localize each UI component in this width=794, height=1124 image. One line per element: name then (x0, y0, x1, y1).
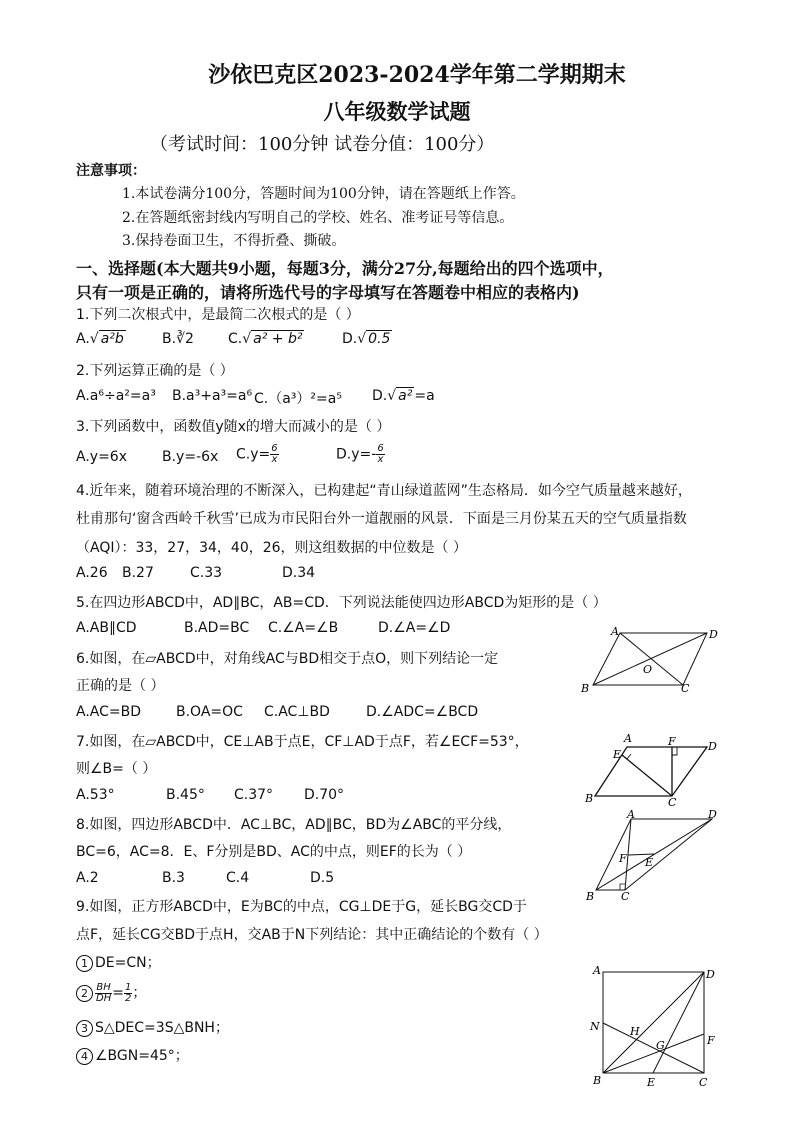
q1-option-d: D.√ 0.5 (342, 331, 391, 347)
figure-q9-square (585, 962, 725, 1092)
q5-option-b: B.AD=BC (184, 620, 250, 636)
label-f: F (619, 852, 627, 865)
circled-number: 4 (76, 1048, 93, 1065)
note-item: 1.本试卷满分100分，答题时间为100分钟，请在答题纸上作答。 (122, 186, 525, 202)
circled-number: 3 (76, 1020, 93, 1037)
note-item: 2.在答题纸密封线内写明自己的学校、姓名、准考证号等信息。 (122, 210, 514, 226)
q6-option-c: C.AC⊥BD (264, 704, 330, 720)
q1-option-a: A.√ a²b (76, 331, 124, 347)
q8-option-a: A.2 (76, 870, 99, 886)
q4-line2: 杜甫那句‘窗含西岭千秋雪’已成为市民阳台外一道靓丽的风景．下面是三月份某五天的空气质量指数 (76, 511, 687, 527)
q6-option-d: D.∠ADC=∠BCD (366, 704, 479, 720)
q7-line2: 则∠B=（ ） (76, 761, 157, 777)
q5-stem: 5.在四边形ABCD中，AD∥BC，AB=CD．下列说法能使四边形ABCD为矩形的是（ ） (76, 595, 607, 611)
q2-option-c: C.（a³）²=a⁵ (254, 391, 342, 407)
q8-option-d: D.5 (310, 870, 335, 886)
label-c: C (621, 890, 630, 903)
figure-q7-parallelogram (580, 730, 720, 808)
q7-option-b: B.45° (166, 787, 205, 803)
q2-option-a: A.a⁶÷a²=a³ (76, 388, 156, 404)
notes-heading: 注意事项： (76, 163, 146, 179)
label-f: F (668, 735, 676, 748)
label-g: G (656, 1039, 665, 1052)
label-a: A (624, 732, 632, 745)
label-f: F (707, 1034, 715, 1047)
label-b: B (585, 792, 594, 805)
label-e: E (613, 748, 622, 761)
q5-option-c: C.∠A=∠B (268, 620, 339, 636)
q1-stem: 1.下列二次根式中，是最简二次根式的是（ ） (76, 307, 360, 323)
q9-statement-1: 1 DE=CN； (76, 952, 161, 972)
q8-option-c: C.4 (226, 870, 250, 886)
label-n: N (590, 1020, 600, 1033)
label-c: C (668, 796, 677, 808)
circled-number: 2 (76, 985, 93, 1002)
label-d: D (708, 740, 717, 753)
q4-option-a: A.26 (76, 565, 108, 581)
q9-line1: 9.如图，正方形ABCD中，E为BC的中点，CG⊥DE于G，延长BG交CD于 (76, 899, 527, 915)
q4-line3: （AQI）：33，27，34，40，26，则这组数据的中位数是（ ） (76, 540, 468, 556)
q9-statement-4: 4 ∠BGN=45°； (76, 1045, 189, 1065)
figure-q8-quadrilateral (578, 810, 723, 905)
label-a: A (627, 810, 635, 821)
label-d: D (709, 628, 718, 641)
section1-line2: 只有一项是正确的，请将所选代号的字母填写在答题卷中相应的表格内) (76, 283, 580, 302)
q7-option-a: A.53° (76, 787, 115, 803)
q4-option-b: B.27 (122, 565, 154, 581)
label-b: B (581, 682, 590, 695)
q5-option-d: D.∠A=∠D (378, 620, 451, 636)
label-e: E (647, 1076, 656, 1089)
q3-option-b: B.y=-6x (162, 449, 219, 465)
q7-option-c: C.37° (234, 787, 274, 803)
q4-option-d: D.34 (282, 565, 316, 581)
label-c: C (699, 1076, 708, 1089)
q3-option-c: C.y= $\frac{6}{x}$ (236, 443, 278, 465)
label-b: B (586, 890, 595, 903)
label-e: E (645, 856, 654, 869)
label-d: D (708, 810, 717, 821)
q8-line2: BC=6，AC=8．E、F分别是BD、AC的中点，则EF的长为（ ） (76, 844, 472, 860)
q3-option-d: D.y=- $\frac{6}{x}$ (336, 443, 384, 465)
label-d: D (706, 968, 715, 981)
q5-option-a: A.AB∥CD (76, 620, 137, 636)
note-item: 3.保持卷面卫生，不得折叠、撕破。 (122, 233, 346, 249)
label-b: B (593, 1074, 602, 1087)
section1-line1: 一、选择题(本大题共9小题，每题3分，满分27分,每题给出的四个选项中， (76, 259, 614, 278)
q4-option-c: C.33 (190, 565, 223, 581)
q4-line1: 4.近年来，随着环境治理的不断深入，已构建起“青山绿道蓝网”生态格局．如今空气质量越来越好， (76, 483, 692, 499)
q7-line1: 7.如图，在▱ABCD中，CE⊥AB于点E，CF⊥AD于点F，若∠ECF=53°， (76, 734, 529, 750)
circled-number: 1 (76, 955, 93, 972)
q8-line1: 8.如图，四边形ABCD中．AC⊥BC，AD∥BC，BD为∠ABC的平分线， (76, 817, 512, 833)
q3-stem: 3.下列函数中，函数值y随x的增大而减小的是（ ） (76, 419, 391, 435)
q3-option-a: A.y=6x (76, 449, 127, 465)
exam-info: （考试时间：100分钟 试卷分值：100分） (150, 134, 495, 155)
q9-statement-2: 2 $\frac{BH}{DH}$ = $\frac{1}{2}$ ； (76, 982, 146, 1004)
q7-option-d: D.70° (304, 787, 345, 803)
q6-option-b: B.OA=OC (176, 704, 243, 720)
label-c: C (681, 682, 690, 695)
q2-stem: 2.下列运算正确的是（ ） (76, 363, 234, 379)
label-a: A (611, 625, 619, 638)
figure-q6-parallelogram (575, 625, 725, 697)
label-h: H (630, 1025, 640, 1038)
q9-line2: 点F，延长CG交BD于点H，交AB于N下列结论：其中正确结论的个数有（ ） (76, 927, 548, 943)
q2-option-d: D.√ a² =a (372, 388, 435, 404)
exam-title-line1: 沙依巴克区2023-2024学年第二学期期末 (208, 62, 626, 88)
q9-statement-3: 3 S△DEC=3S△BNH； (76, 1017, 229, 1037)
q1-option-c: C.√ a² + b² (228, 331, 303, 347)
q6-option-a: A.AC=BD (76, 704, 142, 720)
q8-option-b: B.3 (162, 870, 185, 886)
label-a: A (593, 964, 601, 977)
label-o: O (643, 663, 653, 676)
q6-line2: 正确的是（ ） (76, 678, 165, 694)
q6-line1: 6.如图，在▱ABCD中，对角线AC与BD相交于点O，则下列结论一定 (76, 651, 499, 667)
q2-option-b: B.a³+a³=a⁶ (172, 388, 253, 404)
q1-option-b: B.∛2 (162, 331, 194, 347)
exam-title-line2: 八年级数学试题 (323, 99, 471, 124)
